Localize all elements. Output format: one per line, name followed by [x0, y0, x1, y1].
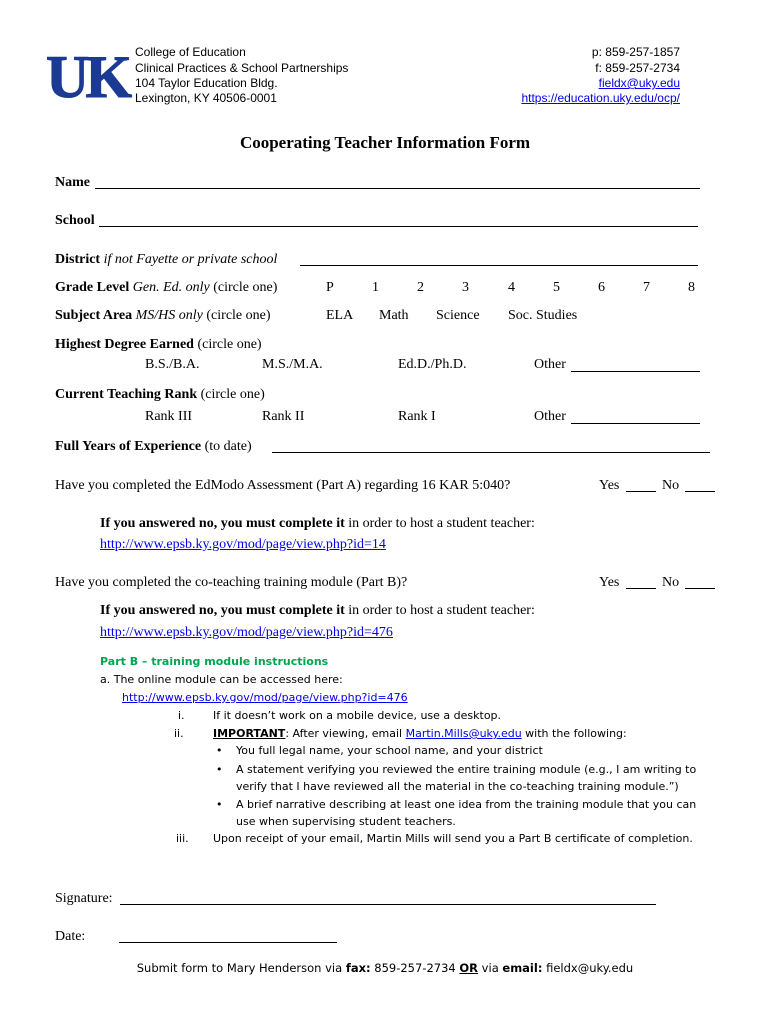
grade-circle-note: (circle one) — [213, 280, 278, 295]
q1-question: Have you completed the EdModo Assessment (Part A) regarding 16 KAR 5:040? — [55, 478, 511, 493]
subject-note: MS/HS only — [135, 308, 203, 323]
grade-option-4[interactable]: 4 — [508, 280, 515, 295]
experience-field[interactable] — [272, 452, 710, 453]
rank-other-field[interactable] — [571, 423, 700, 424]
q1-notice-bold: If you answered no, you must complete it — [100, 516, 345, 531]
q1-no-label: No — [662, 478, 680, 493]
bullet-icon: • — [216, 798, 223, 811]
subject-option-science[interactable]: Science — [436, 308, 480, 323]
instructions-a-link[interactable]: http://www.epsb.ky.gov/mod/page/view.php?id=476 — [122, 691, 408, 704]
header-url-link[interactable]: https://education.uky.edu/ocp/ — [521, 91, 680, 105]
footer-submit-line — [0, 963, 770, 975]
page-title: Cooperating Teacher Information Form — [239, 133, 531, 152]
grade-option-1[interactable]: 1 — [372, 280, 379, 295]
subject-label-group — [55, 309, 271, 323]
rank-option-other[interactable]: Other — [534, 409, 566, 424]
grade-option-8[interactable]: 8 — [688, 280, 695, 295]
bullet-icon: • — [216, 744, 223, 757]
signature-label: Signature: — [55, 891, 113, 906]
martin-mills-email-link[interactable]: Martin.Mills@uky.edu — [405, 727, 522, 740]
school-label: School — [55, 213, 95, 228]
subject-option-ela[interactable]: ELA — [326, 308, 354, 323]
instructions-heading: Part B – training module instructions — [100, 655, 329, 668]
school-field[interactable] — [99, 226, 698, 227]
footer-email-label: email: — [502, 961, 543, 975]
instructions-ii-text1: : After viewing, email — [285, 727, 406, 740]
date-label: Date: — [55, 929, 86, 944]
degree-circle-note: (circle one) — [197, 337, 262, 352]
experience-label: Full Years of Experience — [55, 439, 202, 454]
instructions-bullet-1: You full legal name, your school name, and your district — [236, 744, 543, 757]
district-field[interactable] — [300, 265, 698, 266]
header-unit: Clinical Practices & School Partnerships — [135, 61, 349, 75]
instructions-ii-text2: with the following: — [521, 727, 627, 740]
rank-label-group — [55, 388, 265, 402]
header-phone: p: 859-257-1857 — [591, 45, 680, 59]
q2-module-link[interactable]: http://www.epsb.ky.gov/mod/page/view.php?id=476 — [100, 625, 393, 640]
header-fax: f: 859-257-2734 — [595, 61, 680, 75]
header-dept: College of Education — [135, 45, 246, 59]
q1-module-link[interactable]: http://www.epsb.ky.gov/mod/page/view.php?id=14 — [100, 537, 386, 552]
degree-option-other[interactable]: Other — [534, 357, 566, 372]
name-field[interactable] — [95, 188, 700, 189]
subject-option-soc-studies[interactable]: Soc. Studies — [508, 308, 578, 323]
footer-email: fieldx@uky.edu — [542, 961, 634, 975]
q1-yes-label: Yes — [599, 478, 620, 493]
grade-option-2[interactable]: 2 — [417, 280, 424, 295]
instructions-iii-number: iii. — [176, 832, 189, 845]
q2-notice-rest: in order to host a student teacher: — [344, 603, 535, 618]
rank-label: Current Teaching Rank — [55, 387, 198, 402]
q2-notice — [100, 604, 535, 618]
degree-label-group — [55, 338, 262, 352]
grade-option-3[interactable]: 3 — [462, 280, 469, 295]
q1-notice — [100, 517, 535, 531]
rank-option-ii[interactable]: Rank II — [262, 409, 305, 424]
q1-yes-field[interactable] — [626, 491, 656, 492]
name-label: Name — [55, 175, 90, 190]
grade-note: Gen. Ed. only — [132, 280, 210, 295]
rank-circle-note: (circle one) — [200, 387, 265, 402]
instructions-i-text: If it doesn’t work on a mobile device, use a desktop. — [213, 709, 502, 722]
grade-label: Grade Level — [55, 280, 130, 295]
instructions-ii-number: ii. — [174, 727, 184, 740]
experience-label-group — [55, 440, 252, 454]
q2-yes-field[interactable] — [626, 588, 656, 589]
q1-no-field[interactable] — [685, 491, 715, 492]
footer-via: via — [478, 961, 503, 975]
q2-no-field[interactable] — [685, 588, 715, 589]
instructions-iii-text: Upon receipt of your email, Martin Mills will send you a Part B certificate of completion. — [213, 832, 693, 845]
uk-logo-icon — [46, 44, 128, 110]
header-email-link[interactable]: fieldx@uky.edu — [598, 76, 680, 90]
grade-option-6[interactable]: 6 — [598, 280, 605, 295]
q2-question: Have you completed the co-teaching training module (Part B)? — [55, 575, 408, 590]
degree-option-ms[interactable]: M.S./M.A. — [262, 357, 323, 372]
footer-fax-label: fax: — [345, 961, 371, 975]
district-label-group — [55, 253, 277, 267]
instructions-ii-line — [213, 728, 627, 739]
q2-no-label: No — [662, 575, 680, 590]
instructions-i-number: i. — [178, 709, 185, 722]
footer-prefix: Submit form to Mary Henderson via — [136, 961, 346, 975]
footer-fax: 859-257-2734 — [370, 961, 460, 975]
grade-option-p[interactable]: P — [326, 280, 334, 295]
instructions-bullet-3-line-1: A brief narrative describing at least one idea from the training module that you can — [236, 798, 697, 811]
q2-yes-label: Yes — [599, 575, 620, 590]
instructions-bullet-2-line-1: A statement verifying you reviewed the entire training module (e.g., I am writing to — [236, 763, 697, 776]
header-city: Lexington, KY 40506-0001 — [135, 91, 277, 105]
district-label: District — [55, 252, 101, 267]
experience-note: (to date) — [204, 439, 252, 454]
bullet-icon: • — [216, 763, 223, 776]
header-building: 104 Taylor Education Bldg. — [135, 76, 278, 90]
grade-label-group — [55, 281, 277, 295]
subject-circle-note: (circle one) — [206, 308, 271, 323]
subject-label: Subject Area — [55, 308, 133, 323]
degree-label: Highest Degree Earned — [55, 337, 194, 352]
svg-text:UK: UK — [46, 44, 128, 110]
rank-option-i[interactable]: Rank I — [398, 409, 436, 424]
q1-notice-rest: in order to host a student teacher: — [344, 516, 535, 531]
instructions-bullet-2-line-2: verify that I have reviewed all the material in the co-teaching training module.”) — [236, 780, 679, 793]
instructions-bullet-3-line-2: use when supervising student teachers. — [236, 815, 456, 828]
subject-option-math[interactable]: Math — [379, 308, 409, 323]
footer-or: OR — [459, 961, 479, 975]
district-note: if not Fayette or private school — [103, 252, 278, 267]
date-field[interactable] — [119, 942, 337, 943]
degree-option-bs[interactable]: B.S./B.A. — [145, 357, 200, 372]
signature-field[interactable] — [120, 904, 656, 905]
degree-option-edd[interactable]: Ed.D./Ph.D. — [398, 357, 467, 372]
grade-option-5[interactable]: 5 — [553, 280, 560, 295]
grade-option-7[interactable]: 7 — [643, 280, 650, 295]
instructions-a: a. The online module can be accessed here: — [100, 673, 343, 686]
rank-option-iii[interactable]: Rank III — [145, 409, 193, 424]
degree-other-field[interactable] — [571, 371, 700, 372]
q2-notice-bold: If you answered no, you must complete it — [100, 603, 345, 618]
instructions-important: IMPORTANT — [213, 727, 286, 740]
